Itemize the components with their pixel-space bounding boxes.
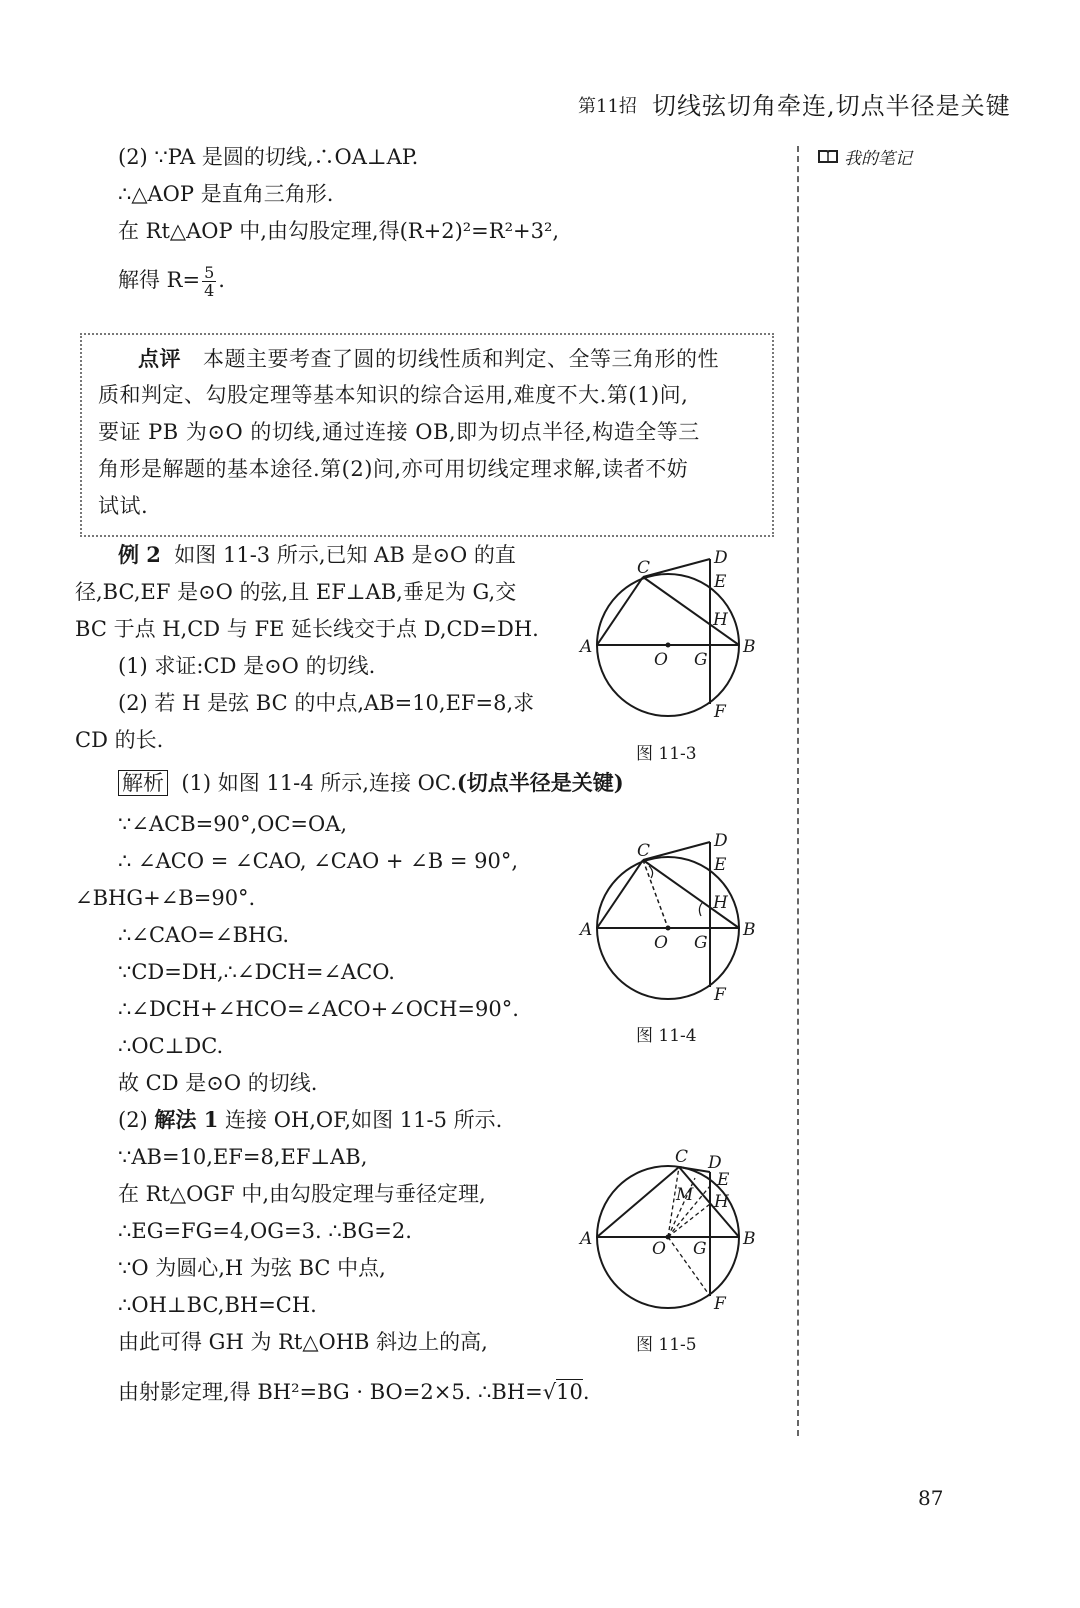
- comment-line: 要证 PB 为⊙O 的切线,通过连接 OB,即为切点半径,构造全等三: [98, 420, 700, 444]
- label-G: G: [694, 650, 708, 670]
- analysis-line: ∴∠CAO=∠BHG.: [118, 923, 290, 947]
- comment-line: 角形是解题的基本途径.第(2)问,亦可用切线定理求解,读者不妨: [98, 457, 689, 481]
- figure-caption: 图 11-4: [636, 1026, 697, 1046]
- example-line: [118, 541, 516, 569]
- analysis-line: 在 Rt△OGF 中,由勾股定理与垂径定理,: [118, 1182, 486, 1206]
- example-text: 如图 11-3 所示,已知 AB 是⊙O 的直: [174, 543, 516, 567]
- text-line: 在 Rt△AOP 中,由勾股定理,得(R+2)²=R²+3²,: [118, 219, 560, 243]
- chapter-number: 第11招: [578, 96, 637, 117]
- comment-label: 点评: [138, 346, 181, 371]
- example-line: 径,BC,EF 是⊙O 的弦,且 EF⊥AB,垂足为 G,交: [75, 580, 517, 604]
- label-A: A: [580, 637, 593, 657]
- analysis-line: ∠BHG+∠B=90°.: [75, 886, 256, 910]
- label-D: D: [714, 831, 728, 851]
- figure-caption: 图 11-5: [636, 1335, 697, 1355]
- figure-11-5: [575, 1140, 765, 1330]
- comment-line: 质和判定、勾股定理等基本知识的综合运用,难度不大.第(1)问,: [98, 383, 689, 407]
- label-E: E: [714, 855, 727, 875]
- comment-line: [98, 340, 768, 378]
- analysis-line: ∵CD=DH,∴∠DCH=∠ACO.: [118, 960, 395, 984]
- comment-line: 试试.: [98, 494, 149, 518]
- notes-divider: [797, 146, 799, 1436]
- label-F: F: [714, 985, 726, 1005]
- method-line: [118, 1106, 502, 1134]
- method-label: 解法 1: [154, 1107, 219, 1132]
- label-H: H: [713, 893, 728, 913]
- analysis-line: ∴OC⊥DC.: [118, 1034, 224, 1058]
- last-suffix: .: [582, 1380, 590, 1404]
- solve-line: [118, 264, 225, 299]
- label-C: C: [675, 1147, 689, 1167]
- analysis-hint: (切点半径是关键): [456, 770, 624, 795]
- sqrt-radicand: 10: [556, 1380, 583, 1404]
- sqrt-symbol: √: [542, 1380, 557, 1404]
- label-H: H: [714, 1192, 729, 1212]
- label-G: G: [694, 933, 708, 953]
- fraction: [202, 264, 216, 299]
- label-M: M: [676, 1185, 694, 1205]
- example-line: (1) 求证:CD 是⊙O 的切线.: [118, 654, 376, 678]
- comment-text: 本题主要考查了圆的切线性质和判定、全等三角形的性: [203, 347, 719, 371]
- analysis-label: 解析: [118, 770, 168, 796]
- fraction-numerator: 5: [204, 263, 215, 282]
- label-F: F: [714, 1294, 726, 1314]
- notes-label: 我的笔记: [844, 149, 912, 169]
- analysis-line: ∴EG=FG=4,OG=3. ∴BG=2.: [118, 1219, 412, 1243]
- label-D: D: [714, 548, 728, 568]
- label-O: O: [652, 1239, 666, 1259]
- label-B: B: [743, 637, 756, 657]
- analysis-line: ∴OH⊥BC,BH=CH.: [118, 1293, 317, 1317]
- label-F: F: [714, 702, 726, 722]
- analysis-line: ∵∠ACB=90°,OC=OA,: [118, 812, 348, 836]
- label-H: H: [713, 610, 728, 630]
- figure-11-3: [575, 545, 765, 735]
- label-G: G: [693, 1239, 707, 1259]
- label-O: O: [654, 650, 668, 670]
- analysis-line: ∵O 为圆心,H 为弦 BC 中点,: [118, 1256, 386, 1280]
- analysis-line: 由此可得 GH 为 Rt△OHB 斜边上的高,: [118, 1330, 488, 1354]
- label-E: E: [714, 572, 727, 592]
- analysis-line: ∵AB=10,EF=8,EF⊥AB,: [118, 1145, 368, 1169]
- figure-caption: 图 11-3: [636, 744, 697, 764]
- example-label: 例 2: [118, 542, 161, 567]
- label-B: B: [743, 1229, 756, 1249]
- analysis-last-line: [118, 1378, 590, 1406]
- analysis-line: ∴∠DCH+∠HCO=∠ACO+∠OCH=90°.: [118, 997, 519, 1021]
- solve-suffix: .: [218, 268, 225, 292]
- label-C: C: [637, 841, 651, 861]
- method-prefix: (2): [118, 1108, 155, 1132]
- label-O: O: [654, 933, 668, 953]
- example-line: BC 于点 H,CD 与 FE 延长线交于点 D,CD=DH.: [75, 617, 539, 641]
- last-prefix: 由射影定理,得 BH²=BG · BO=2×5. ∴BH=: [118, 1380, 543, 1404]
- analysis-line: ∴ ∠ACO = ∠CAO, ∠CAO + ∠B = 90°,: [118, 849, 519, 873]
- label-E: E: [717, 1170, 730, 1190]
- method-text: 连接 OH,OF,如图 11-5 所示.: [218, 1108, 503, 1132]
- fraction-denominator: 4: [204, 281, 215, 300]
- text-line: (2) ∵PA 是圆的切线,∴OA⊥AP.: [118, 145, 419, 169]
- analysis-first-line: [118, 769, 624, 797]
- solve-prefix: 解得 R=: [118, 268, 201, 292]
- label-C: C: [637, 558, 651, 578]
- label-B: B: [743, 920, 756, 940]
- text-line: ∴△AOP 是直角三角形.: [118, 182, 334, 206]
- label-A: A: [580, 1229, 593, 1249]
- book-icon: [818, 148, 838, 162]
- example-line: CD 的长.: [75, 728, 164, 752]
- analysis-line: 故 CD 是⊙O 的切线.: [118, 1071, 318, 1095]
- example-line: (2) 若 H 是弦 BC 的中点,AB=10,EF=8,求: [118, 691, 535, 715]
- figure-11-4: [575, 828, 765, 1018]
- analysis-text: (1) 如图 11-4 所示,连接 OC.: [181, 771, 457, 795]
- label-A: A: [580, 920, 593, 940]
- page-number: 87: [918, 1486, 944, 1510]
- label-D: D: [708, 1153, 722, 1173]
- chapter-title: 切线弦切角牵连,切点半径是关键: [652, 92, 1011, 120]
